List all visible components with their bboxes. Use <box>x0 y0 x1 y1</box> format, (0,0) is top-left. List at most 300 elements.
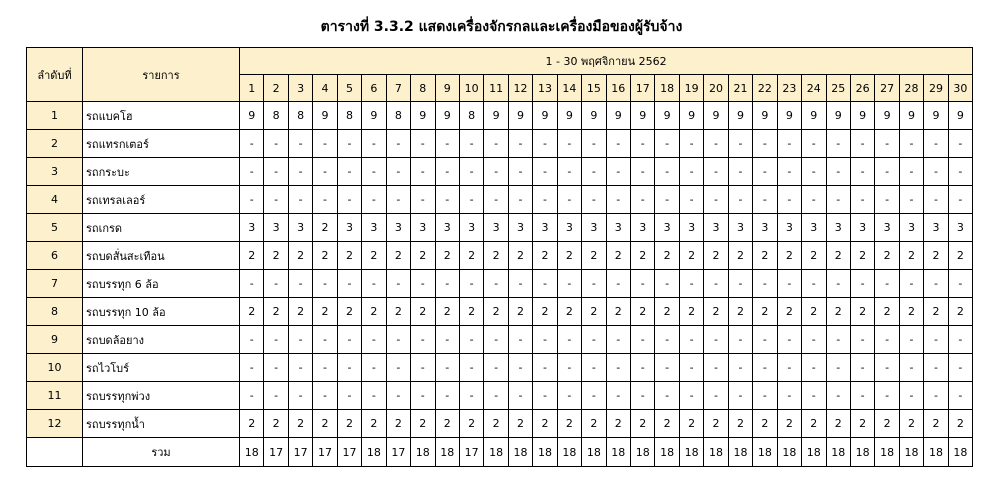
day-value-cell: - <box>557 130 581 158</box>
day-value-cell: - <box>264 326 288 354</box>
row-number: 10 <box>27 354 83 382</box>
day-value-cell: - <box>313 158 337 186</box>
day-value-cell: - <box>679 354 703 382</box>
day-value-cell: - <box>728 382 752 410</box>
day-value-cell: 3 <box>777 214 801 242</box>
day-value-cell: 2 <box>655 242 679 270</box>
day-value-cell: 2 <box>411 410 435 438</box>
day-value-cell: 2 <box>313 214 337 242</box>
total-value-cell: 18 <box>631 438 655 467</box>
day-value-cell: 3 <box>875 214 899 242</box>
day-value-cell: 2 <box>288 410 312 438</box>
day-value-cell: - <box>850 354 874 382</box>
day-value-cell: 2 <box>362 242 386 270</box>
day-value-cell: 2 <box>459 298 483 326</box>
day-value-cell: 3 <box>435 214 459 242</box>
day-value-cell: - <box>802 158 826 186</box>
day-value-cell: - <box>264 382 288 410</box>
day-value-cell: 2 <box>337 410 361 438</box>
day-value-cell: 2 <box>240 298 264 326</box>
day-value-cell: 3 <box>850 214 874 242</box>
day-value-cell: - <box>240 186 264 214</box>
day-value-cell: - <box>533 158 557 186</box>
day-value-cell: - <box>948 382 972 410</box>
day-value-cell: 2 <box>802 298 826 326</box>
day-value-cell: 3 <box>753 214 777 242</box>
day-value-cell: - <box>826 382 850 410</box>
day-value-cell: 3 <box>899 214 923 242</box>
day-value-cell: - <box>362 382 386 410</box>
day-value-cell: - <box>850 382 874 410</box>
total-value-cell: 17 <box>264 438 288 467</box>
day-value-cell: - <box>386 270 410 298</box>
day-value-cell: 2 <box>264 242 288 270</box>
total-value-cell: 18 <box>679 438 703 467</box>
day-value-cell: - <box>508 354 532 382</box>
day-value-cell: - <box>240 130 264 158</box>
total-value-cell: 18 <box>728 438 752 467</box>
table-row <box>27 186 973 214</box>
day-header-cell: 25 <box>826 75 850 102</box>
day-value-cell: - <box>459 326 483 354</box>
day-value-cell: - <box>924 186 948 214</box>
day-value-cell: - <box>655 354 679 382</box>
day-value-cell: - <box>802 354 826 382</box>
total-value-cell: 18 <box>753 438 777 467</box>
total-value-cell: 18 <box>362 438 386 467</box>
day-value-cell: - <box>679 382 703 410</box>
row-item-name: รถเกรด <box>83 214 240 242</box>
day-value-cell: - <box>777 130 801 158</box>
day-value-cell: 9 <box>240 102 264 130</box>
day-value-cell: 2 <box>264 410 288 438</box>
day-value-cell: - <box>875 130 899 158</box>
day-value-cell: - <box>582 382 606 410</box>
day-value-cell: - <box>313 270 337 298</box>
day-value-cell: - <box>826 354 850 382</box>
day-value-cell: - <box>533 326 557 354</box>
day-value-cell: 9 <box>655 102 679 130</box>
total-value-cell: 18 <box>582 438 606 467</box>
day-value-cell: 3 <box>459 214 483 242</box>
day-value-cell: 2 <box>533 242 557 270</box>
day-value-cell: 9 <box>606 102 630 130</box>
day-value-cell: 9 <box>899 102 923 130</box>
day-value-cell: 8 <box>288 102 312 130</box>
day-value-cell: - <box>582 186 606 214</box>
day-value-cell: - <box>802 270 826 298</box>
day-value-cell: - <box>655 270 679 298</box>
day-header-cell: 7 <box>386 75 410 102</box>
day-value-cell: 2 <box>875 242 899 270</box>
day-value-cell: - <box>606 130 630 158</box>
day-header-cell: 22 <box>753 75 777 102</box>
day-value-cell: 2 <box>362 298 386 326</box>
day-value-cell: - <box>386 186 410 214</box>
day-value-cell: - <box>777 326 801 354</box>
table-row <box>27 102 973 130</box>
day-value-cell: - <box>850 270 874 298</box>
total-value-cell: 18 <box>875 438 899 467</box>
day-value-cell: - <box>631 326 655 354</box>
day-value-cell: - <box>557 186 581 214</box>
day-value-cell: - <box>337 270 361 298</box>
day-header-cell: 3 <box>288 75 312 102</box>
day-value-cell: - <box>435 326 459 354</box>
day-value-cell: 2 <box>582 298 606 326</box>
day-value-cell: - <box>288 158 312 186</box>
day-value-cell: - <box>948 326 972 354</box>
day-value-cell: 2 <box>606 410 630 438</box>
day-value-cell: - <box>924 130 948 158</box>
day-value-cell: 9 <box>875 102 899 130</box>
day-value-cell: - <box>850 158 874 186</box>
row-number: 11 <box>27 382 83 410</box>
day-value-cell: - <box>386 382 410 410</box>
day-value-cell: - <box>484 326 508 354</box>
day-value-cell: - <box>240 326 264 354</box>
day-header-cell: 12 <box>508 75 532 102</box>
day-value-cell: - <box>777 186 801 214</box>
day-value-cell: - <box>948 130 972 158</box>
day-value-cell: - <box>288 186 312 214</box>
day-value-cell: - <box>508 326 532 354</box>
day-value-cell: - <box>288 270 312 298</box>
total-value-cell: 18 <box>899 438 923 467</box>
day-value-cell: - <box>606 186 630 214</box>
day-value-cell: - <box>679 186 703 214</box>
day-value-cell: - <box>875 158 899 186</box>
total-blank-cell <box>27 438 83 467</box>
day-value-cell: - <box>264 270 288 298</box>
day-value-cell: 2 <box>899 298 923 326</box>
table-row <box>27 382 973 410</box>
day-value-cell: - <box>337 382 361 410</box>
day-value-cell: - <box>582 326 606 354</box>
day-value-cell: - <box>484 130 508 158</box>
day-value-cell: 9 <box>557 102 581 130</box>
day-value-cell: - <box>753 186 777 214</box>
day-value-cell: - <box>288 382 312 410</box>
day-value-cell: 3 <box>704 214 728 242</box>
day-header-cell: 21 <box>728 75 752 102</box>
day-value-cell: 2 <box>459 410 483 438</box>
day-header-cell: 28 <box>899 75 923 102</box>
day-value-cell: - <box>411 382 435 410</box>
day-value-cell: - <box>948 158 972 186</box>
day-value-cell: 2 <box>924 298 948 326</box>
day-header-cell: 15 <box>582 75 606 102</box>
day-value-cell: - <box>557 354 581 382</box>
day-value-cell: 2 <box>704 410 728 438</box>
day-value-cell: 3 <box>288 214 312 242</box>
day-value-cell: 2 <box>777 242 801 270</box>
day-value-cell: - <box>948 186 972 214</box>
day-value-cell: 3 <box>631 214 655 242</box>
total-value-cell: 17 <box>313 438 337 467</box>
day-value-cell: - <box>655 186 679 214</box>
day-value-cell: - <box>655 130 679 158</box>
day-value-cell: - <box>704 158 728 186</box>
day-value-cell: - <box>899 326 923 354</box>
row-number: 8 <box>27 298 83 326</box>
day-value-cell: 8 <box>459 102 483 130</box>
day-value-cell: - <box>533 354 557 382</box>
day-value-cell: 2 <box>508 410 532 438</box>
day-value-cell: 2 <box>728 242 752 270</box>
day-value-cell: 2 <box>704 242 728 270</box>
day-value-cell: 9 <box>728 102 752 130</box>
day-value-cell: - <box>459 382 483 410</box>
total-value-cell: 17 <box>337 438 361 467</box>
day-value-cell: - <box>606 354 630 382</box>
day-value-cell: - <box>557 158 581 186</box>
day-value-cell: - <box>606 270 630 298</box>
day-value-cell: - <box>582 130 606 158</box>
day-value-cell: 2 <box>728 410 752 438</box>
equipment-table <box>26 47 973 467</box>
day-value-cell: 9 <box>826 102 850 130</box>
day-value-cell: 9 <box>704 102 728 130</box>
table-row <box>27 158 973 186</box>
day-value-cell: 9 <box>802 102 826 130</box>
day-value-cell: 2 <box>899 410 923 438</box>
day-value-cell: - <box>362 354 386 382</box>
day-value-cell: - <box>533 382 557 410</box>
day-value-cell: 3 <box>411 214 435 242</box>
table-row <box>27 326 973 354</box>
table-row <box>27 410 973 438</box>
day-value-cell: - <box>704 382 728 410</box>
day-value-cell: - <box>899 158 923 186</box>
day-value-cell: - <box>948 354 972 382</box>
day-value-cell: - <box>362 270 386 298</box>
day-value-cell: - <box>435 354 459 382</box>
day-value-cell: 2 <box>631 298 655 326</box>
table-row <box>27 298 973 326</box>
day-value-cell: - <box>679 130 703 158</box>
total-value-cell: 18 <box>435 438 459 467</box>
day-value-cell: - <box>459 270 483 298</box>
row-number: 6 <box>27 242 83 270</box>
day-value-cell: 2 <box>313 242 337 270</box>
day-value-cell: - <box>435 186 459 214</box>
day-header-cell: 17 <box>631 75 655 102</box>
day-value-cell: 9 <box>777 102 801 130</box>
day-value-cell: 2 <box>753 242 777 270</box>
row-item-name: รถบรรทุกพ่วง <box>83 382 240 410</box>
row-item-name: รถไวโบร์ <box>83 354 240 382</box>
day-value-cell: - <box>924 354 948 382</box>
row-item-name: รถบรรทุกน้ำ <box>83 410 240 438</box>
day-value-cell: 2 <box>533 410 557 438</box>
day-value-cell: - <box>557 326 581 354</box>
day-value-cell: 3 <box>362 214 386 242</box>
day-value-cell: - <box>288 130 312 158</box>
total-label: รวม <box>83 438 240 467</box>
day-value-cell: 2 <box>753 410 777 438</box>
day-value-cell: 2 <box>826 410 850 438</box>
day-value-cell: - <box>631 270 655 298</box>
day-value-cell: 3 <box>508 214 532 242</box>
day-value-cell: 2 <box>753 298 777 326</box>
day-value-cell: - <box>264 354 288 382</box>
day-value-cell: 9 <box>533 102 557 130</box>
day-value-cell: - <box>704 270 728 298</box>
day-value-cell: - <box>802 326 826 354</box>
day-value-cell: - <box>411 158 435 186</box>
day-value-cell: - <box>948 270 972 298</box>
day-value-cell: 2 <box>679 242 703 270</box>
total-value-cell: 17 <box>288 438 312 467</box>
day-value-cell: 2 <box>582 410 606 438</box>
day-value-cell: 9 <box>484 102 508 130</box>
day-value-cell: 2 <box>850 410 874 438</box>
day-value-cell: 3 <box>533 214 557 242</box>
day-value-cell: 2 <box>313 298 337 326</box>
day-value-cell: 2 <box>826 242 850 270</box>
day-value-cell: - <box>899 382 923 410</box>
day-header-cell: 16 <box>606 75 630 102</box>
day-value-cell: 2 <box>850 242 874 270</box>
day-value-cell: 2 <box>777 298 801 326</box>
day-value-cell: 2 <box>948 298 972 326</box>
day-value-cell: 2 <box>631 410 655 438</box>
day-value-cell: 2 <box>240 242 264 270</box>
table-row <box>27 354 973 382</box>
day-value-cell: - <box>386 130 410 158</box>
table-row <box>27 270 973 298</box>
day-value-cell: - <box>264 130 288 158</box>
row-item-name: รถบดล้อยาง <box>83 326 240 354</box>
day-value-cell: - <box>728 326 752 354</box>
day-value-cell: - <box>362 130 386 158</box>
day-header-cell: 23 <box>777 75 801 102</box>
day-value-cell: 2 <box>484 410 508 438</box>
day-value-cell: 2 <box>337 242 361 270</box>
day-value-cell: 9 <box>924 102 948 130</box>
day-value-cell: 2 <box>386 298 410 326</box>
day-value-cell: 9 <box>753 102 777 130</box>
day-value-cell: - <box>875 186 899 214</box>
day-value-cell: - <box>582 354 606 382</box>
day-value-cell: - <box>459 186 483 214</box>
day-value-cell: - <box>362 186 386 214</box>
day-value-cell: 2 <box>777 410 801 438</box>
day-value-cell: - <box>899 270 923 298</box>
row-number: 3 <box>27 158 83 186</box>
day-value-cell: - <box>777 354 801 382</box>
day-value-cell: - <box>631 158 655 186</box>
day-value-cell: - <box>240 382 264 410</box>
total-value-cell: 18 <box>704 438 728 467</box>
day-value-cell: 3 <box>924 214 948 242</box>
row-number: 5 <box>27 214 83 242</box>
day-value-cell: - <box>411 354 435 382</box>
total-value-cell: 18 <box>557 438 581 467</box>
day-header-cell: 9 <box>435 75 459 102</box>
day-value-cell: - <box>924 270 948 298</box>
total-value-cell: 18 <box>484 438 508 467</box>
day-value-cell: - <box>386 354 410 382</box>
day-value-cell: - <box>606 382 630 410</box>
day-value-cell: 2 <box>802 410 826 438</box>
day-header-cell: 4 <box>313 75 337 102</box>
day-value-cell: - <box>240 270 264 298</box>
day-value-cell: - <box>264 158 288 186</box>
day-value-cell: 3 <box>264 214 288 242</box>
total-value-cell: 18 <box>508 438 532 467</box>
total-value-cell: 18 <box>411 438 435 467</box>
day-value-cell: - <box>728 270 752 298</box>
day-value-cell: - <box>728 354 752 382</box>
day-value-cell: - <box>802 130 826 158</box>
day-value-cell: 2 <box>288 242 312 270</box>
day-value-cell: - <box>484 354 508 382</box>
day-value-cell: - <box>924 382 948 410</box>
day-value-cell: - <box>753 382 777 410</box>
day-value-cell: - <box>313 382 337 410</box>
total-value-cell: 18 <box>948 438 972 467</box>
day-value-cell: - <box>411 130 435 158</box>
day-value-cell: 3 <box>728 214 752 242</box>
total-value-cell: 18 <box>777 438 801 467</box>
day-value-cell: 2 <box>435 298 459 326</box>
day-value-cell: 3 <box>655 214 679 242</box>
row-number: 12 <box>27 410 83 438</box>
day-value-cell: - <box>386 326 410 354</box>
day-value-cell: - <box>459 158 483 186</box>
day-value-cell: - <box>386 158 410 186</box>
day-value-cell: 3 <box>606 214 630 242</box>
day-value-cell: - <box>655 158 679 186</box>
day-value-cell: - <box>362 158 386 186</box>
day-value-cell: 2 <box>288 298 312 326</box>
table-row <box>27 214 973 242</box>
day-value-cell: - <box>924 326 948 354</box>
day-header-cell: 8 <box>411 75 435 102</box>
day-value-cell: - <box>557 270 581 298</box>
day-value-cell: 2 <box>313 410 337 438</box>
day-value-cell: - <box>704 130 728 158</box>
day-value-cell: 9 <box>362 102 386 130</box>
day-value-cell: - <box>777 382 801 410</box>
day-value-cell: - <box>313 326 337 354</box>
day-value-cell: - <box>582 158 606 186</box>
day-value-cell: 2 <box>728 298 752 326</box>
day-value-cell: - <box>777 270 801 298</box>
day-value-cell: 9 <box>508 102 532 130</box>
day-value-cell: - <box>753 326 777 354</box>
table-row <box>27 130 973 158</box>
day-value-cell: - <box>533 186 557 214</box>
day-value-cell: - <box>631 354 655 382</box>
page-title: ตารางที่ 3.3.2 แสดงเครื่องจักรกลและเครื่องมือของผู้รับจ้าง <box>320 19 683 35</box>
total-value-cell: 18 <box>924 438 948 467</box>
day-value-cell: - <box>411 270 435 298</box>
day-value-cell: - <box>679 270 703 298</box>
day-value-cell: - <box>337 354 361 382</box>
day-value-cell: - <box>288 326 312 354</box>
day-value-cell: - <box>288 354 312 382</box>
day-header-cell: 6 <box>362 75 386 102</box>
day-value-cell: 9 <box>850 102 874 130</box>
day-value-cell: 3 <box>679 214 703 242</box>
day-value-cell: 9 <box>313 102 337 130</box>
day-value-cell: 2 <box>435 242 459 270</box>
day-value-cell: - <box>753 158 777 186</box>
day-value-cell: - <box>777 158 801 186</box>
